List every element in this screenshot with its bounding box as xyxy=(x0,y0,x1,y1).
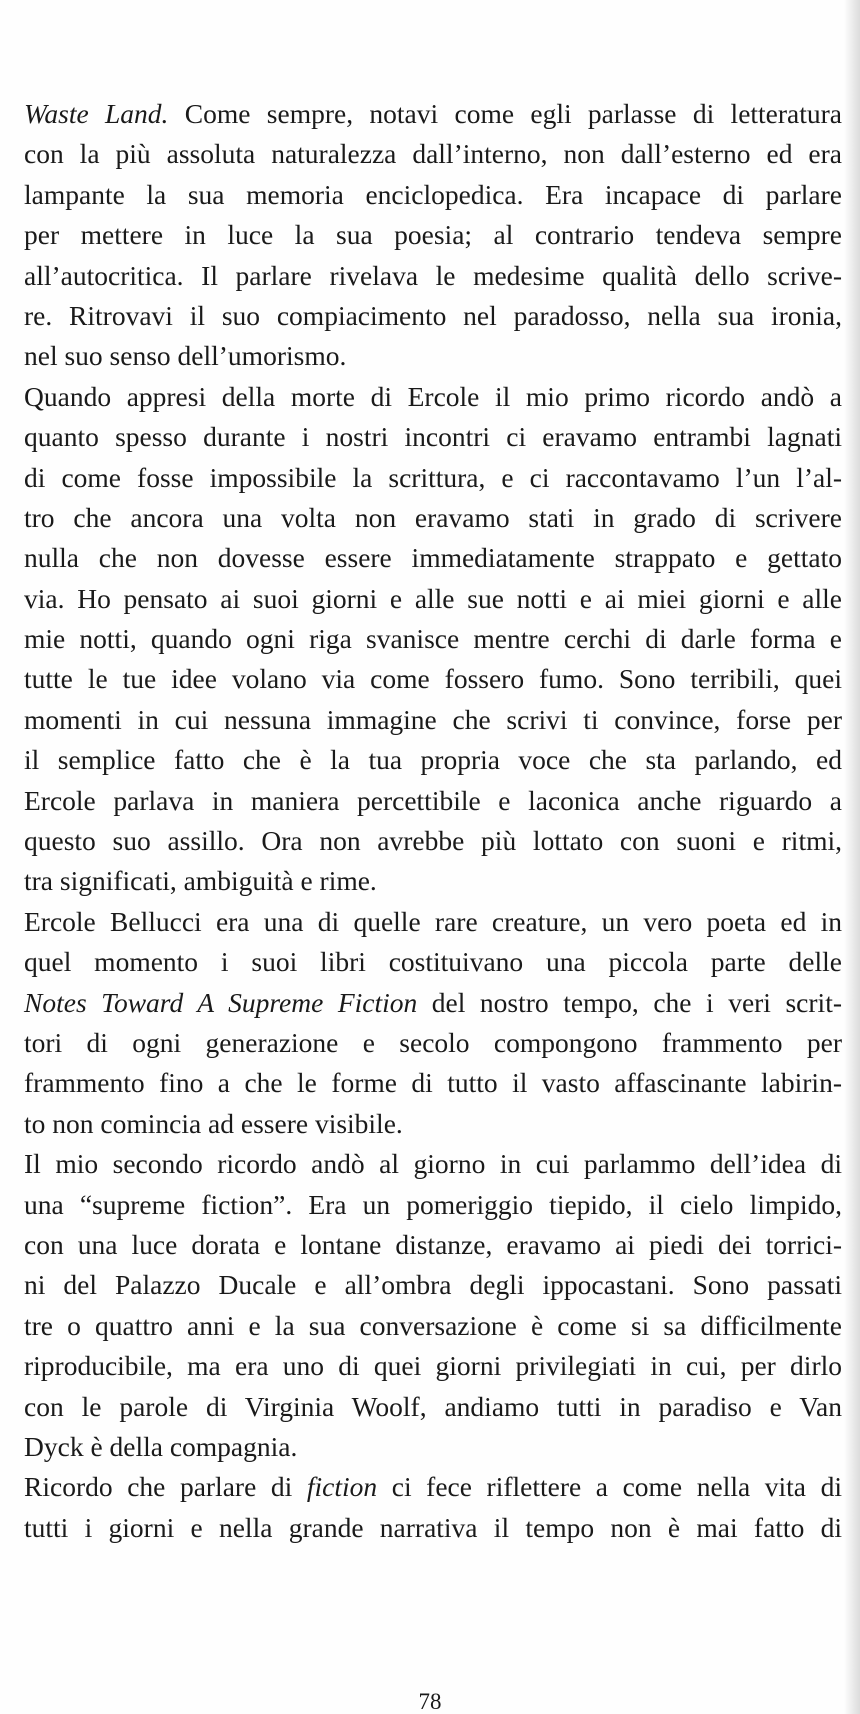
text-line: nulla che non dovesse essere immediatamente strappato e gettato xyxy=(24,542,842,574)
text-line: quel momento i suoi libri costituivano una piccola parte delle xyxy=(24,946,842,978)
body-text xyxy=(24,94,842,1548)
text-line: con una luce dorata e lontane distanze, eravamo ai piedi dei torrici- xyxy=(24,1228,842,1260)
text-line: Il mio secondo ricordo andò al giorno in cui parlammo dell’idea di xyxy=(24,1148,842,1180)
text-line: il semplice fatto che è la tua propria voce che sta parlando, ed xyxy=(24,744,842,776)
page-number: 78 xyxy=(418,1689,442,1714)
text-line: Dyck è della compagnia. xyxy=(24,1430,298,1462)
text-line: Notes Toward A Supreme Fiction del nostro tempo, che i veri scrit- xyxy=(24,986,842,1018)
italic-title: Notes Toward A Supreme Fiction xyxy=(24,986,418,1018)
text-line: nel suo senso dell’umorismo. xyxy=(24,340,347,372)
text-line: tutte le tue idee volano via come fossero fumo. Sono terribili, quei xyxy=(24,663,842,695)
text-line: riproducibile, ma era uno di quei giorni privilegiati in cui, per dirlo xyxy=(24,1350,842,1382)
text-line: all’autocritica. Il parlare rivelava le medesime qualità dello scrive- xyxy=(24,259,842,291)
text-line: to non comincia ad essere visibile. xyxy=(24,1107,403,1139)
italic-word: fiction xyxy=(306,1471,378,1503)
text-line: tro che ancora una volta non eravamo stati in grado di scrivere xyxy=(24,501,842,533)
text-line: re. Ritrovavi il suo compiacimento nel paradosso, nella sua ironia, xyxy=(24,299,842,331)
text-line: Ercole Bellucci era una di quelle rare creature, un vero poeta ed in xyxy=(24,905,842,937)
text-line: tra significati, ambiguità e rime. xyxy=(24,865,377,897)
text-line: tutti i giorni e nella grande narrativa il tempo non è mai fatto di xyxy=(24,1511,842,1543)
text-line: di come fosse impossibile la scrittura, e ci raccontavamo l’un l’al- xyxy=(24,461,842,493)
italic-title: Waste Land. xyxy=(24,98,169,129)
text-line: Quando appresi della morte di Ercole il mio primo ricordo andò a xyxy=(24,380,842,412)
text-line: via. Ho pensato ai suoi giorni e alle sue notti e ai miei giorni e alle xyxy=(24,582,842,614)
text-line: tori di ogni generazione e secolo compongono frammento per xyxy=(24,1026,842,1058)
text-line: con le parole di Virginia Woolf, andiamo tutti in paradiso e Van xyxy=(24,1390,842,1422)
page-edge-shadow xyxy=(844,0,860,1714)
text-line: Waste Land. Come sempre, notavi come egli parlasse di letteratura xyxy=(24,98,843,129)
text-line: una “supreme fiction”. Era un pomeriggio tiepido, il cielo limpido, xyxy=(24,1188,842,1220)
text-line: per mettere in luce la sua poesia; al contrario tendeva sempre xyxy=(24,219,842,251)
text-line: momenti in cui nessuna immagine che scrivi ti convince, forse per xyxy=(24,703,842,735)
text-line: lampante la sua memoria enciclopedica. Era incapace di parlare xyxy=(24,178,842,210)
text-line: frammento fino a che le forme di tutto il vasto affascinante labirin- xyxy=(24,1067,842,1099)
text-line: mie notti, quando ogni riga svanisce mentre cerchi di darle forma e xyxy=(24,623,842,655)
text-line: questo suo assillo. Ora non avrebbe più lottato con suoni e ritmi, xyxy=(24,825,842,857)
text-line: Ercole parlava in maniera percettibile e laconica anche riguardo a xyxy=(24,784,842,816)
text-line: con la più assoluta naturalezza dall’interno, non dall’esterno ed era xyxy=(24,138,842,170)
text-line: quanto spesso durante i nostri incontri ci eravamo entrambi lagnati xyxy=(24,421,842,453)
text-line: tre o quattro anni e la sua conversazione è come si sa difficilmente xyxy=(24,1309,842,1341)
text-line: Ricordo che parlare di fiction ci fece riflettere a come nella vita di xyxy=(24,1471,842,1503)
text-line: ni del Palazzo Ducale e all’ombra degli ippocastani. Sono passati xyxy=(24,1269,842,1301)
